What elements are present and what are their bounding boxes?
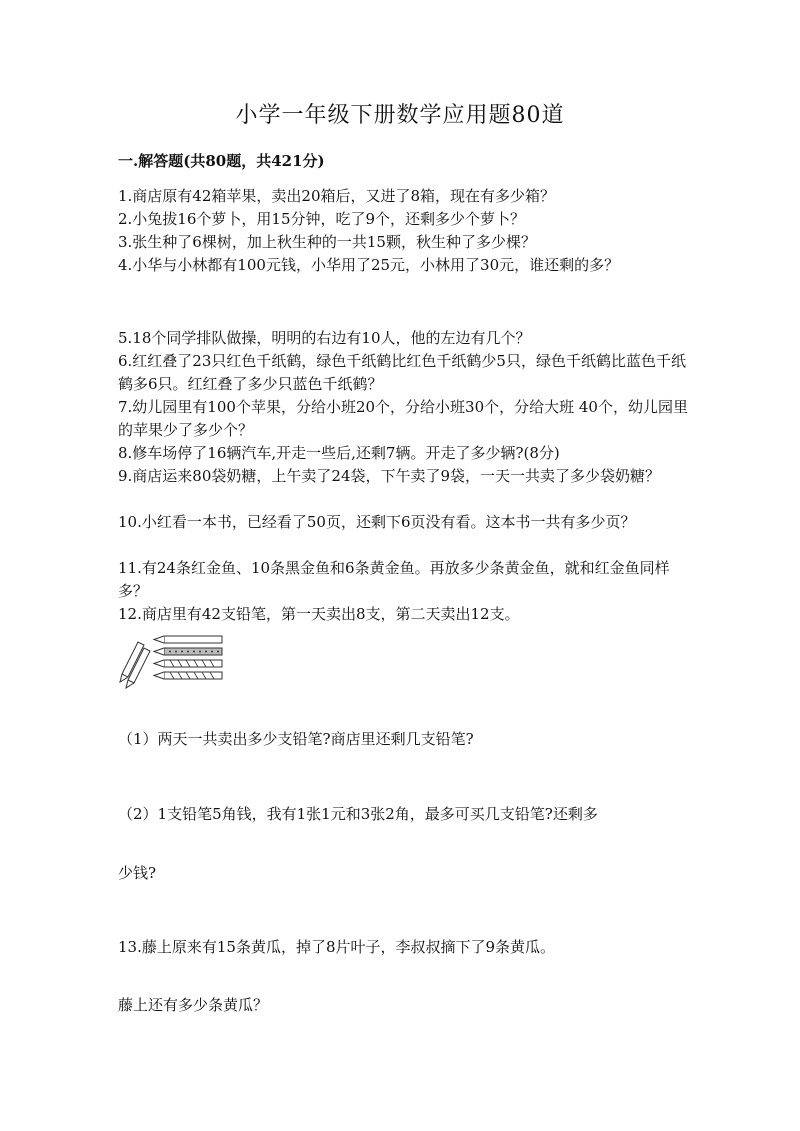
question-13-cont: 藤上还有多少条黄瓜？ — [118, 996, 269, 1014]
question-12-part-2: （2）1支铅笔5角钱，我有1张1元和3张2角，最多可买几支铅笔?还剩多 — [118, 805, 598, 823]
question-10: 10.小红看一本书，已经看了50页，还剩下6页没有看。这本书一共有多少页？ — [118, 513, 636, 531]
question-2: 2.小兔拔16个萝卜，用15分钟，吃了9个，还剩多少个萝卜？ — [118, 210, 526, 228]
question-9: 9.商店运来80袋奶糖，上午卖了24袋，下午卖了9袋，一天一共卖了多少袋奶糖？ — [118, 467, 661, 485]
question-6: 6.红红叠了23只红色千纸鹤，绿色千纸鹤比红色千纸鹤少5只，绿色千纸鹤比蓝色千纸鹤多6只。红红叠了多少只蓝色千纸鹤？ — [118, 352, 686, 393]
pencils-icon — [118, 630, 230, 690]
question-12: 12.商店里有42支铅笔，第一天卖出8支，第二天卖出12支。 — [118, 605, 520, 623]
question-5: 5.18个同学排队做操，明明的右边有10人，他的左边有几个？ — [118, 329, 531, 347]
question-12-part-2-cont: 少钱? — [118, 864, 157, 882]
question-1: 1.商店原有42箱苹果，卖出20箱后，又进了8箱，现在有多少箱？ — [118, 187, 556, 205]
question-13: 13.藤上原来有15条黄瓜，掉了8片叶子，李叔叔摘下了9条黄瓜。 — [118, 938, 556, 956]
question-11: 11.有24条红金鱼、10条黑金鱼和6条黄金鱼。再放多少条黄金鱼，就和红金鱼同样多？ — [118, 559, 670, 600]
section-heading: 一.解答题(共80题，共421分) — [118, 152, 325, 170]
page-title: 小学一年级下册数学应用题80道 — [235, 103, 565, 128]
question-7: 7.幼儿园里有100个苹果，分给小班20个，分给小班30个，分给大班 40个，幼儿园里的苹果少了多少个？ — [118, 398, 688, 439]
question-8: 8.修车场停了16辆汽车,开走一些后,还剩7辆。开走了多少辆?(8分) — [118, 444, 560, 462]
question-4: 4.小华与小林都有100元钱，小华用了25元，小林用了30元，谁还剩的多？ — [118, 256, 620, 274]
question-3: 3.张生种了6棵树，加上秋生种的一共15颗，秋生种了多少棵？ — [118, 233, 536, 251]
question-12-part-1: （1）两天一共卖出多少支铅笔?商店里还剩几支铅笔? — [118, 730, 474, 748]
